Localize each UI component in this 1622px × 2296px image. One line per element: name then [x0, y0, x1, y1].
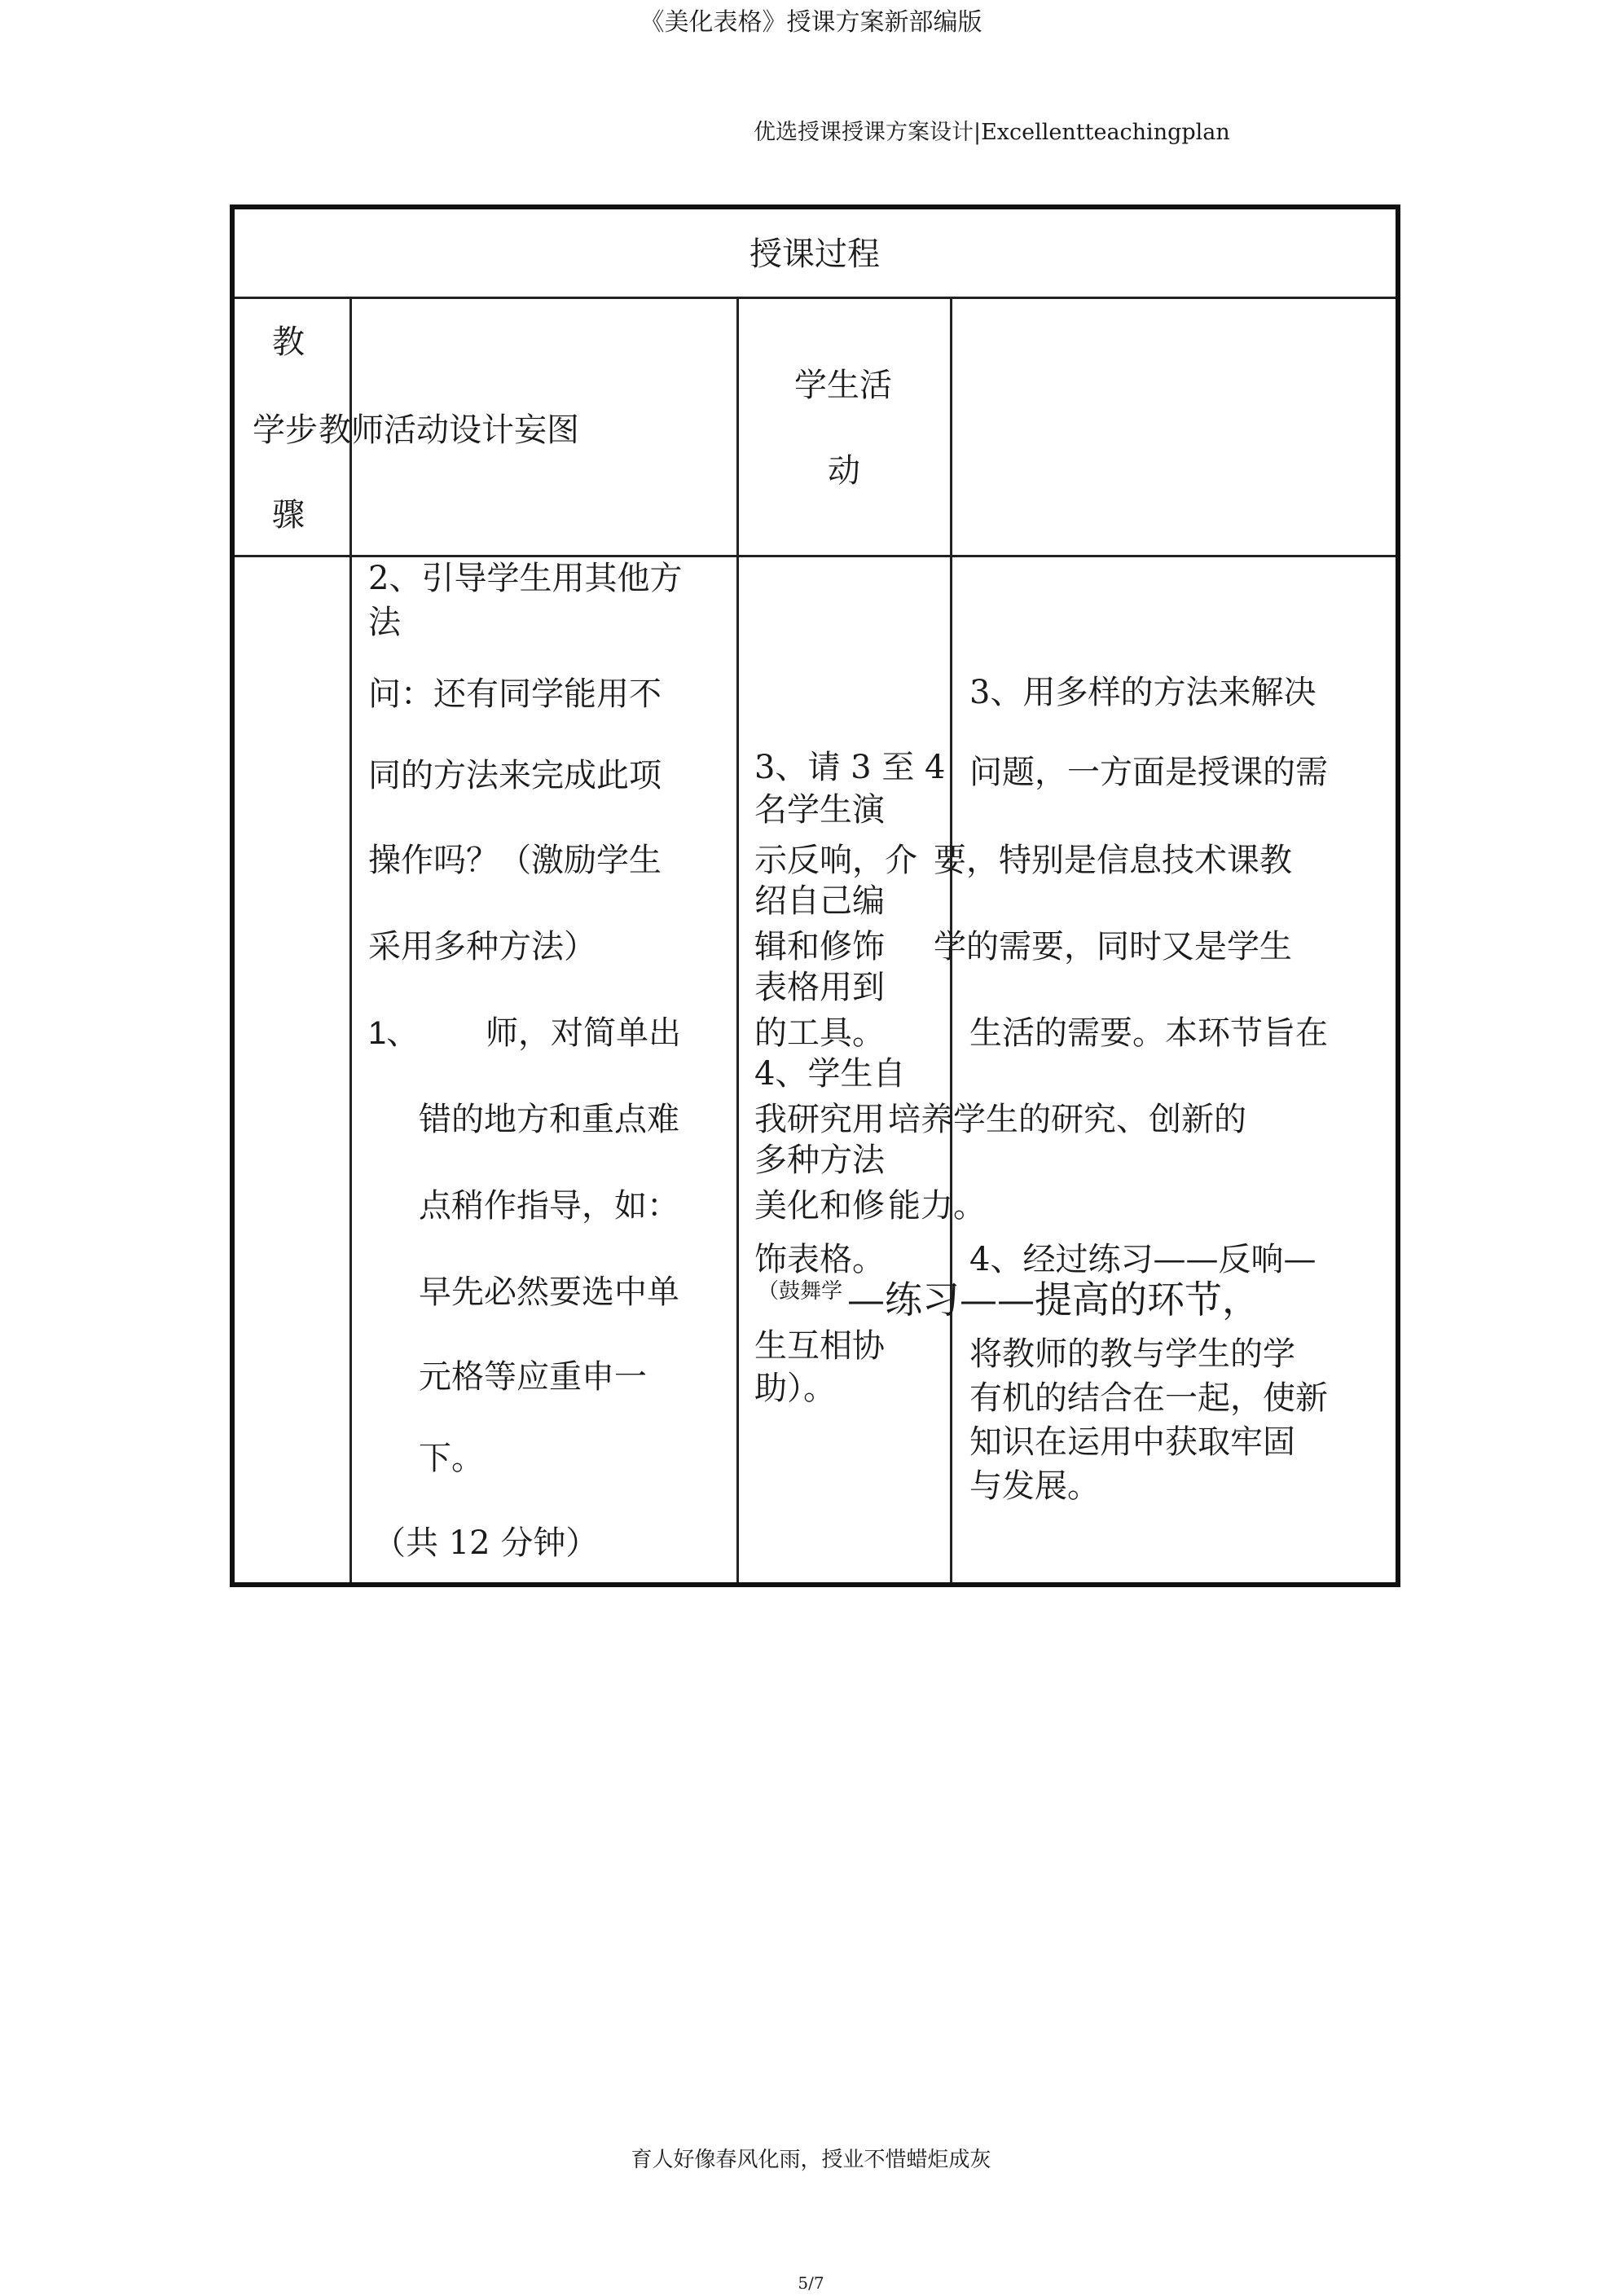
purpose-line-9: —练习——提高的环节，: [847, 1278, 1259, 1322]
student-line-13: （鼓舞学: [758, 1279, 843, 1304]
purpose-line-12: 知识在运用中获取牢固: [969, 1423, 1295, 1461]
head-step-1: 教: [272, 323, 305, 361]
teacher-line-7: 师，对简单出: [486, 1014, 681, 1052]
student-line-11: 美化和修: [754, 1187, 885, 1225]
purpose-line-7: 能力。: [888, 1187, 986, 1225]
student-line-15: 助）。: [754, 1370, 836, 1407]
purpose-line-11: 有机的结合在一起，使新: [969, 1379, 1328, 1417]
teacher-line-4: 同的方法来完成此项: [368, 757, 662, 794]
table-rule-caption: [235, 297, 1396, 299]
purpose-line-13: 与发展。: [969, 1467, 1100, 1505]
table-rule-head: [235, 555, 1396, 557]
footer-motto: 育人好像春风化雨，授业不惜蜡炬成灰: [631, 2148, 991, 2172]
teacher-line-7-num: 1、: [368, 1015, 420, 1051]
teacher-line-5: 操作吗？（激励学生: [368, 842, 662, 879]
teacher-duration: （共 12 分钟）: [373, 1524, 599, 1562]
teacher-line-9: 点稍作指导，如：: [419, 1187, 679, 1225]
teacher-line-3: 问：还有同学能用不: [368, 675, 662, 713]
purpose-line-1: 3、用多样的方法来解决: [969, 674, 1317, 711]
teacher-line-2: 法: [368, 604, 401, 641]
student-line-1: 3、请 3 至 4: [754, 749, 946, 786]
student-line-14: 生互相协: [754, 1327, 885, 1365]
head-step-3: 骤: [272, 496, 305, 534]
head-teacher-activity: 教师活动设计妄图: [319, 411, 579, 449]
student-line-12: 饰表格。: [754, 1241, 885, 1278]
head-step-2: 学步: [253, 411, 318, 449]
student-line-10: 多种方法: [754, 1141, 885, 1179]
teacher-line-6: 采用多种方法）: [368, 928, 596, 965]
page-number: 5/7: [798, 2273, 824, 2293]
purpose-line-6: 培养学生的研究、创新的: [888, 1101, 1246, 1138]
purpose-line-2: 问题，一方面是授课的需: [969, 754, 1328, 791]
student-line-4: 绍自己编: [754, 882, 885, 920]
head-student-2: 动: [828, 452, 860, 490]
teacher-line-1: 2、引导学生用其他方: [368, 560, 683, 597]
student-line-6: 表格用到: [754, 969, 885, 1006]
student-line-3: 示反响，介: [754, 842, 917, 879]
student-line-5: 辑和修饰: [754, 928, 885, 965]
document-title: 《美化表格》授课方案新部编版: [640, 8, 982, 37]
teacher-line-12: 下。: [419, 1440, 484, 1477]
teacher-line-10: 早先必然要选中单: [419, 1273, 679, 1311]
table-col-rule-2: [736, 297, 739, 1582]
purpose-line-5: 生活的需要。本环节旨在: [969, 1014, 1328, 1052]
student-line-7: 的工具。: [754, 1014, 885, 1052]
table-col-rule-1: [349, 297, 352, 1582]
student-line-8: 4、学生自: [754, 1055, 906, 1093]
document-subtitle: 优选授课授课方案设计|Excellentteachingplan: [754, 120, 1230, 145]
purpose-line-10: 将教师的教与学生的学: [969, 1335, 1295, 1373]
teacher-line-11: 元格等应重申一: [419, 1358, 647, 1396]
student-line-2: 名学生演: [754, 791, 885, 829]
head-student-1: 学生活: [794, 367, 892, 404]
purpose-line-3: 要，特别是信息技术课教: [934, 842, 1292, 879]
purpose-line-8: 4、经过练习——反响—: [969, 1241, 1317, 1278]
teacher-line-8: 错的地方和重点难: [419, 1101, 679, 1138]
table-caption: 授课过程: [749, 235, 880, 273]
student-line-9: 我研究用: [754, 1101, 885, 1138]
purpose-line-4: 学的需要，同时又是学生: [934, 928, 1292, 965]
